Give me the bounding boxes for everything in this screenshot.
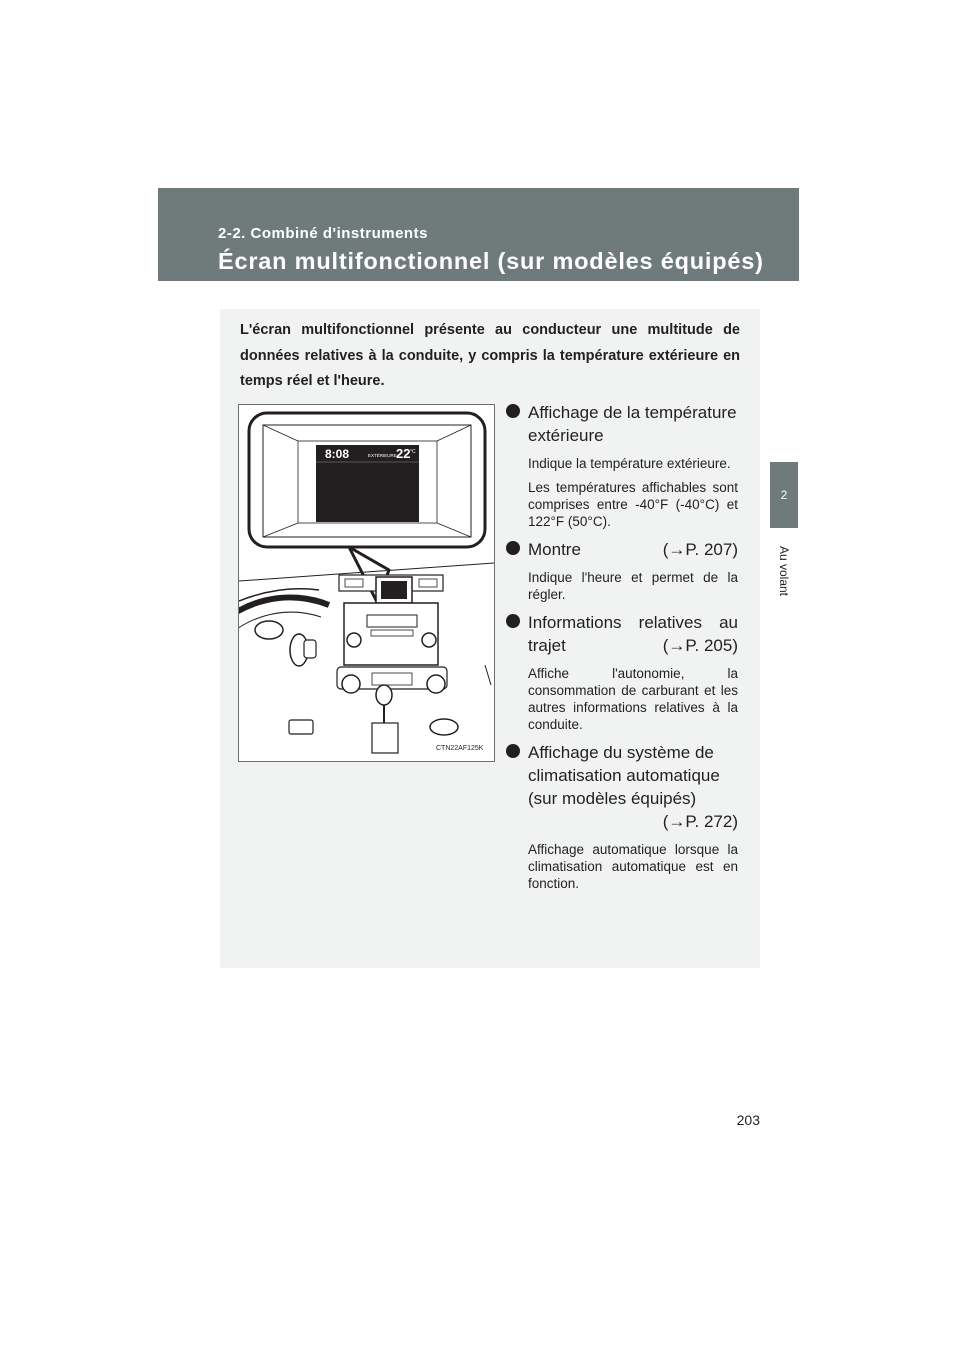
list-item xyxy=(506,611,738,733)
page-title: Écran multifonctionnel (sur modèles équipés) xyxy=(218,248,764,274)
item-desc: Les températures affichables sont comprises entre -40°F (-40°C) et 122°F (50°C). xyxy=(528,480,738,529)
item-desc: Indique la température extérieure. xyxy=(528,456,731,471)
display-clock: 8:08 xyxy=(325,447,350,461)
page-reference[interactable]: (→P. 205) xyxy=(662,636,738,655)
item-title: Montre xyxy=(528,540,581,559)
item-title-cont: trajet xyxy=(528,636,566,655)
item-title: Affichage du système de climatisation automatique (sur modèles équipés) xyxy=(528,743,720,808)
bullet-icon xyxy=(506,404,520,418)
page-number: 203 xyxy=(736,1112,760,1128)
feature-list xyxy=(506,401,738,899)
page-reference[interactable]: (→P. 272) xyxy=(662,812,738,831)
list-item xyxy=(506,741,738,892)
intro-text: L'écran multifonctionnel présente au conducteur une multitude de données relatives à la conduite, y compris la température extérieure en temps réel et l'heure. xyxy=(240,322,740,389)
display-temperature: 22 xyxy=(396,446,411,461)
chapter-label: Au volant xyxy=(777,545,792,597)
section-label: 2-2. Combiné d'instruments xyxy=(218,225,428,242)
item-desc: Indique l'heure et permet de la régler. xyxy=(528,570,738,602)
bullet-icon xyxy=(506,744,520,758)
item-desc: Affiche l'autonomie, la consommation de carburant et les autres informations relatives à la conduite. xyxy=(528,666,738,732)
header-band xyxy=(158,188,799,281)
item-title: Informations relatives au xyxy=(528,613,738,632)
display-unit: °C xyxy=(410,449,416,455)
chapter-tab[interactable] xyxy=(770,462,798,528)
list-item xyxy=(506,401,738,530)
display-label: EXTÉRIEURE xyxy=(368,453,397,458)
bullet-icon xyxy=(506,614,520,628)
content-box xyxy=(220,309,760,968)
page-reference[interactable]: (→P. 207) xyxy=(662,540,738,559)
dashboard-drawing xyxy=(239,405,494,761)
item-title: Affichage de la température extérieure xyxy=(528,403,737,445)
figure-code: CTN22AF125K xyxy=(436,745,484,752)
list-item xyxy=(506,538,738,603)
dashboard-illustration xyxy=(238,404,495,762)
chapter-number: 2 xyxy=(780,488,788,502)
item-desc: Affichage automatique lorsque la climatisation automatique est en fonction. xyxy=(528,842,738,891)
bullet-icon xyxy=(506,541,520,555)
